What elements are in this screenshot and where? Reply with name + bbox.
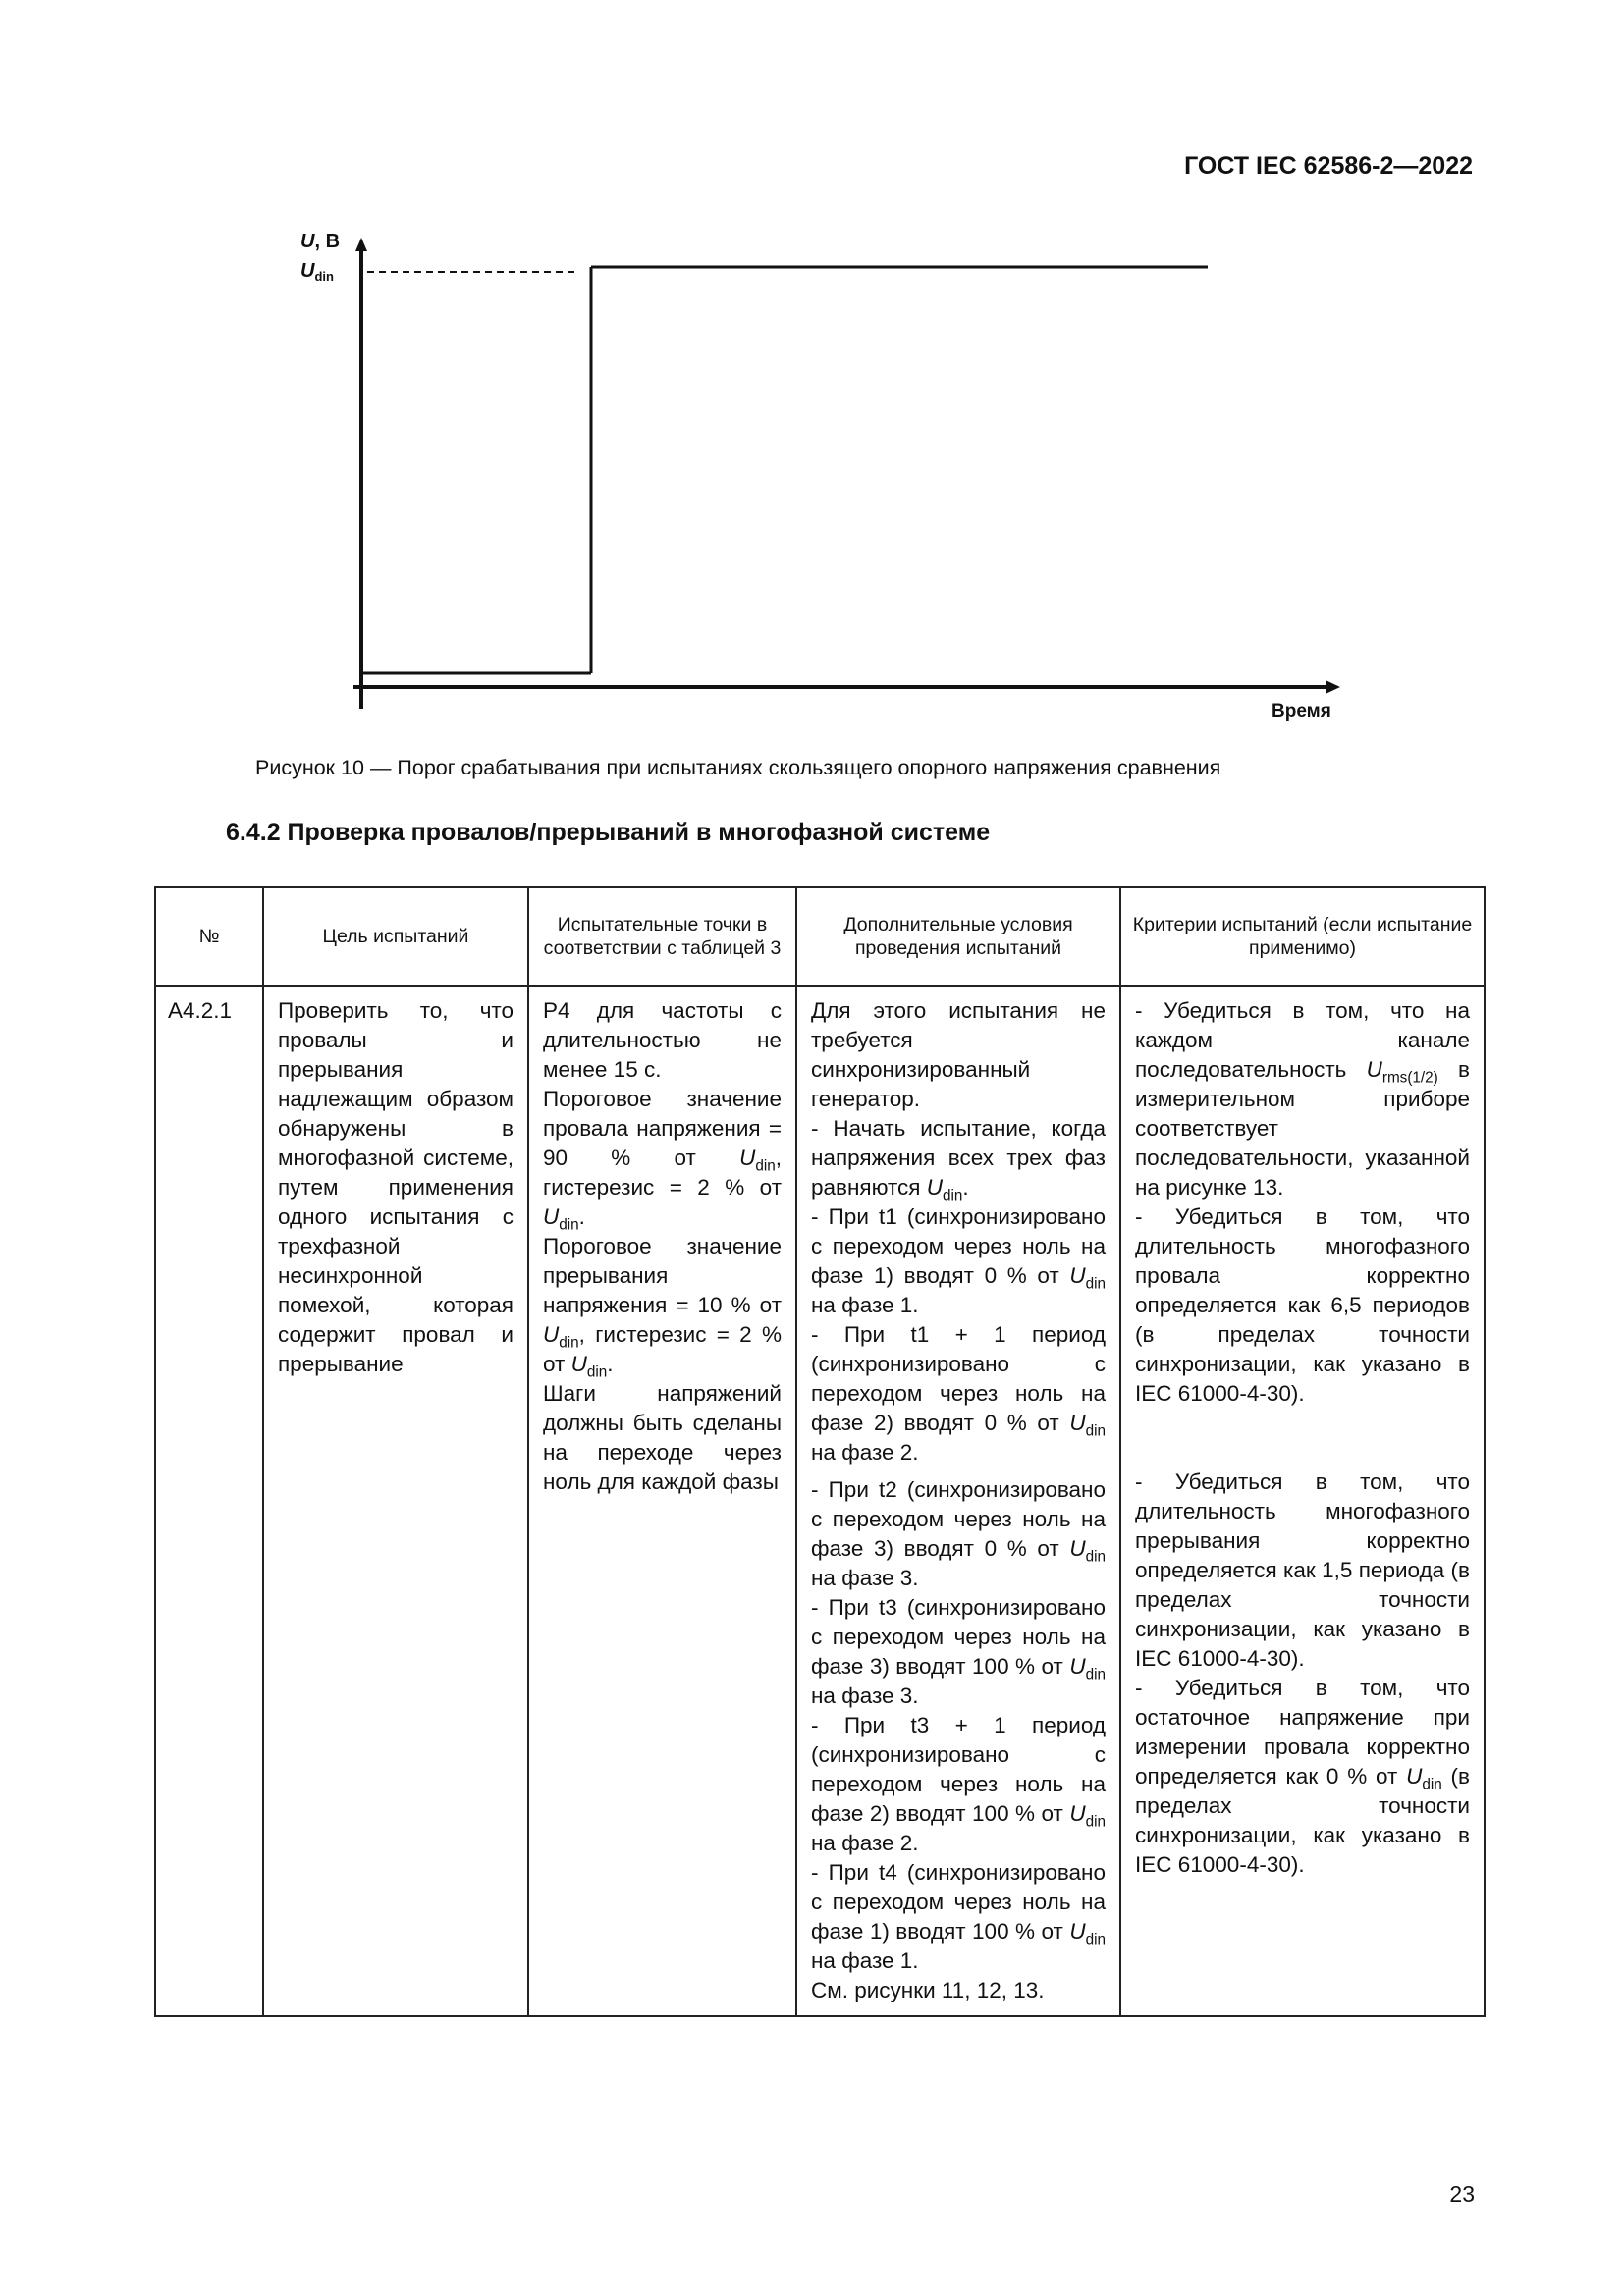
udin-label-sub: din: [314, 269, 334, 284]
header-test-points: Испытательные точки в соответствии с таблицей 3: [528, 887, 796, 986]
table-row: [155, 986, 1485, 2016]
row-test-points: [528, 986, 796, 2016]
page-number: 23: [1449, 2181, 1475, 2207]
header-number: №: [155, 887, 263, 986]
criterion-1: - Убедиться в том, что на каждом канале последовательность $U_{rms(1/2)}$ в измерительном приборе соответствует последовательности, указанной на рисунке 13.: [1135, 998, 1470, 1200]
point-1: P4 для частоты с длительностью не менее 15 с.: [543, 998, 782, 1082]
condition-6: - При t3 (синхронизировано с переходом через ноль на фазе 3) вводят 100 % от $U_{din}$ на фазе 3.: [811, 1595, 1106, 1708]
row-goal: Проверить то, что провалы и прерывания надлежащим образом обнаружены в многофазной системе, путем применения одного испытания с трехфазной несинхронной помехой, которая содержит провал и прерывание: [263, 986, 528, 2016]
y-axis-label-unit: , В: [314, 231, 341, 252]
document-header: ГОСТ IEC 62586-2—2022: [1184, 152, 1473, 180]
header-goal: Цель испытаний: [263, 887, 528, 986]
condition-3: - При t1 (синхронизировано с переходом через ноль на фазе 1) вводят 0 % от $U_{din}$ на фазе 1.: [811, 1204, 1106, 1317]
x-axis-arrow: [1326, 680, 1340, 694]
condition-2: - Начать испытание, когда напряжения всех трех фаз равняются $U_{din}$.: [811, 1116, 1106, 1204]
point-3: Пороговое значение прерывания напряжения = 10 % от $U_{din}$, гистерезис = 2 % от $U_{din}$.: [543, 1234, 782, 1381]
row-number: A4.2.1: [155, 986, 263, 2016]
criterion-4: - Убедиться в том, что остаточное напряжение при измерении провала корректно определяется как 0 % от $U_{din}$ (в пределах точности синхронизации, как указано в IEC 61000-4-30).: [1135, 1676, 1470, 1877]
condition-5: - При t2 (синхронизировано с переходом через ноль на фазе 3) вводят 0 % от $U_{din}$ на фазе 3.: [811, 1477, 1106, 1590]
condition-9: См. рисунки 11, 12, 13.: [811, 1978, 1045, 2002]
header-criteria: Критерии испытаний (если испытание применимо): [1120, 887, 1485, 986]
row-criteria: [1120, 986, 1485, 2016]
figure-caption: Рисунок 10 — Порог срабатывания при испытаниях скользящего опорного напряжения сравнения: [255, 756, 1221, 779]
udin-label-u: U: [300, 260, 315, 282]
y-axis-label: [300, 231, 340, 252]
test-table: [154, 886, 1486, 2017]
criterion-3: - Убедиться в том, что длительность многофазного прерывания корректно определяется как 1,5 периода (в пределах точности синхронизации, как указано в IEC 61000-4-30).: [1135, 1469, 1470, 1671]
point-2: Пороговое значение провала напряжения = 90 % от $U_{din}$, гистерезис = 2 % от $U_{din}$.: [543, 1087, 782, 1234]
section-title: 6.4.2 Проверка провалов/прерываний в многофазной системе: [226, 819, 991, 846]
threshold-figure: [245, 218, 1355, 728]
y-axis-arrow: [355, 238, 367, 251]
condition-7: - При t3 + 1 период (синхронизировано с переходом через ноль на фазе 2) вводят 100 % от $U_{din}$ на фазе 2.: [811, 1713, 1106, 1855]
condition-8: - При t4 (синхронизировано с переходом через ноль на фазе 1) вводят 100 % от $U_{din}$ на фазе 1.: [811, 1860, 1106, 1973]
condition-1: Для этого испытания не требуется синхронизированный генератор.: [811, 998, 1106, 1111]
point-4: Шаги напряжений должны быть сделаны на переходе через ноль для каждой фазы: [543, 1381, 782, 1494]
header-conditions: Дополнительные условия проведения испытаний: [796, 887, 1120, 986]
row-conditions: [796, 986, 1120, 2016]
x-axis-label: Время: [1272, 701, 1331, 721]
criterion-2: - Убедиться в том, что длительность многофазного провала корректно определяется как 6,5 периодов (в пределах точности синхронизации, как указано в IEC 61000-4-30).: [1135, 1204, 1470, 1406]
y-axis-label-u: U: [300, 231, 315, 252]
table-header-row: [155, 887, 1485, 986]
udin-label: [300, 260, 334, 284]
condition-4: - При t1 + 1 период (синхронизировано с переходом через ноль на фазе 2) вводят 0 % от $U_{din}$ на фазе 2.: [811, 1322, 1106, 1465]
